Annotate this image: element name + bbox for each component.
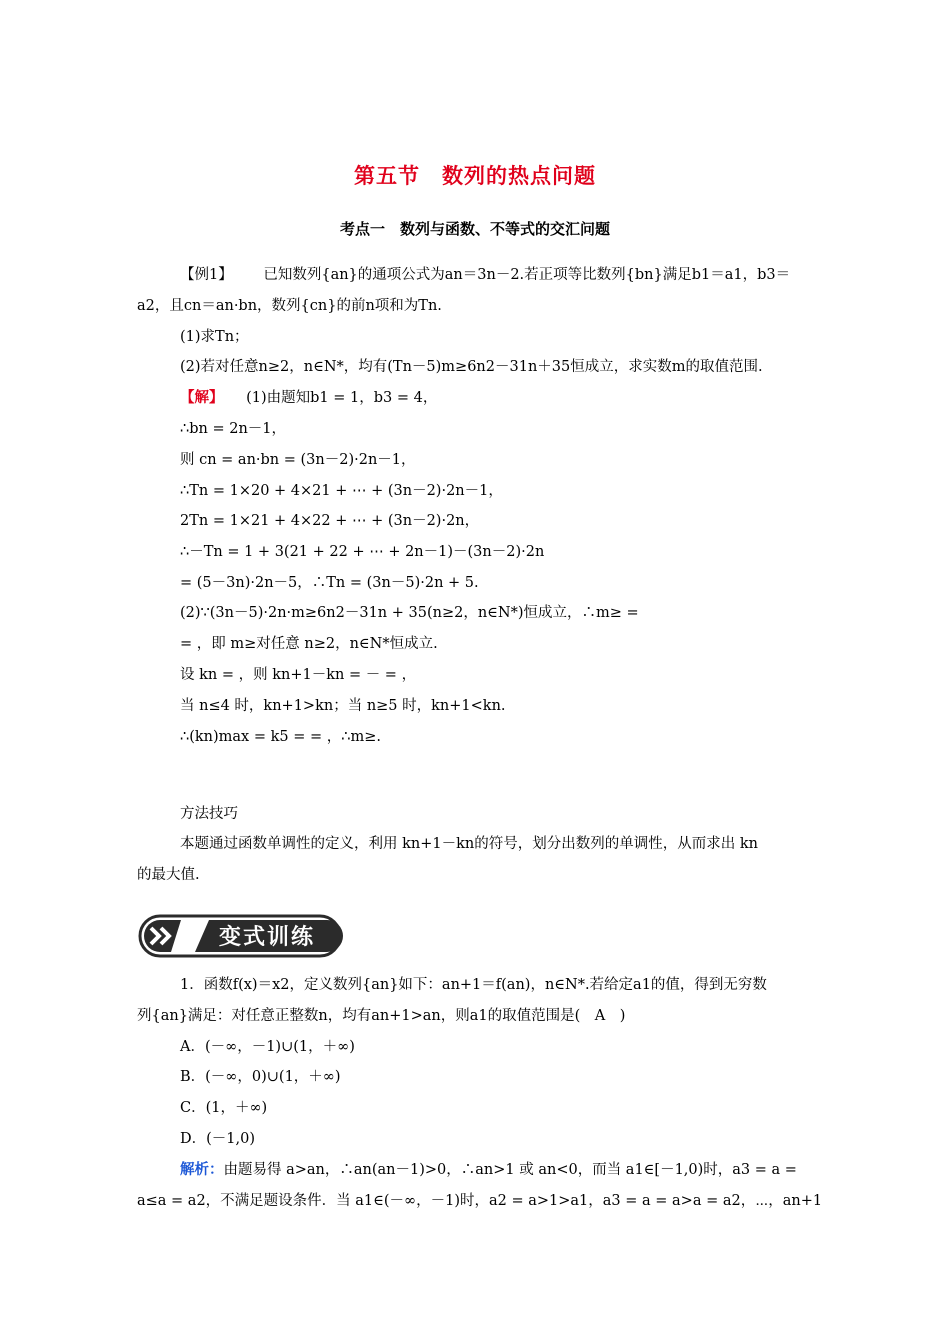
variant-training-banner [137, 913, 343, 959]
banner-label: 变式训练 [218, 925, 316, 950]
solution-line: ∴(kn)max = k5 = = ，∴m≥. [180, 729, 381, 745]
example-line-4: (2)若对任意n≥2，n∈N*，均有(Tn－5)m≥6n2－31n＋35恒成立，求实数m的取值范围. [180, 359, 763, 375]
solution-line: ∴Tn = 1×20 + 4×21 + ⋯ + (3n－2)·2n－1， [180, 483, 503, 499]
solution-line: 当 n≤4 时，kn+1>kn；当 n≥5 时，kn+1<kn. [180, 698, 506, 714]
exercise-stem-2: 列{an}满足：对任意正整数n，均有an+1>an，则a1的取值范围是( A ) [137, 1008, 626, 1024]
solution-line: 设 kn = ，则 kn+1－kn = － = ， [180, 667, 417, 683]
method-line-2: 的最大值. [137, 867, 200, 883]
analysis-tag: 解析： [180, 1161, 224, 1178]
example-line-1: 【例1】 已知数列{an}的通项公式为an＝3n－2.若正项等比数列{bn}满足b1＝a1，b3＝ [180, 267, 791, 283]
solution-line: = (5－3n)·2n－5，∴Tn = (3n－5)·2n + 5. [180, 575, 479, 591]
solution-line: = ，即 m≥对任意 n≥2，n∈N*恒成立. [180, 636, 438, 652]
example-line-2: a2，且cn＝an·bn，数列{cn}的前n项和为Tn. [137, 298, 442, 314]
method-heading: 方法技巧 [180, 806, 238, 822]
analysis-line-2: a≤a = a2，不满足题设条件．当 a1∈(－∞，－1)时，a2 = a>1>a1，a3 = a = a>a = a2，⋯，an+1 [137, 1193, 823, 1209]
option-d: D．(－1,0) [180, 1131, 255, 1147]
solution-tag: 【解】 [180, 389, 224, 406]
solution-line: ∴－Tn = 1 + 3(21 + 22 + ⋯ + 2n－1)－(3n－2)·2n [180, 544, 545, 560]
example-line-3: (1)求Tn； [180, 329, 249, 345]
method-line-1: 本题通过函数单调性的定义，利用 kn+1－kn的符号，划分出数列的单调性，从而求出 kn [180, 836, 758, 852]
analysis-line-1: 解析：由题易得 a>an，∴an(an－1)>0，∴an>1 或 an<0，而当 a1∈[－1,0)时，a3 = a = [180, 1161, 797, 1178]
solution-line: (2)∵(3n－5)·2n·m≥6n2－31n + 35(n≥2，n∈N*)恒成立，∴m≥ = [180, 605, 639, 621]
exercise-stem-1: 1．函数f(x)＝x2，定义数列{an}如下：an+1＝f(an)，n∈N*.若给定a1的值，得到无穷数 [180, 977, 767, 993]
page-title: 第五节 数列的热点问题 [354, 164, 596, 188]
option-c: C．(1，＋∞) [180, 1100, 268, 1116]
solution-line: ∴bn = 2n－1， [180, 421, 287, 437]
section-subtitle: 考点一 数列与函数、不等式的交汇问题 [339, 220, 610, 238]
option-b: B．(－∞，0)∪(1，＋∞) [180, 1069, 341, 1085]
example-tag: 【例1】 [180, 267, 233, 283]
solution-line: 则 cn = an·bn = (3n－2)·2n－1， [180, 452, 416, 468]
solution-line-1: 【解】 (1)由题知b1 = 1，b3 = 4， [180, 389, 438, 406]
option-a: A．(－∞，－1)∪(1，＋∞) [180, 1039, 355, 1055]
solution-line: 2Tn = 1×21 + 4×22 + ⋯ + (3n－2)·2n， [180, 513, 480, 529]
